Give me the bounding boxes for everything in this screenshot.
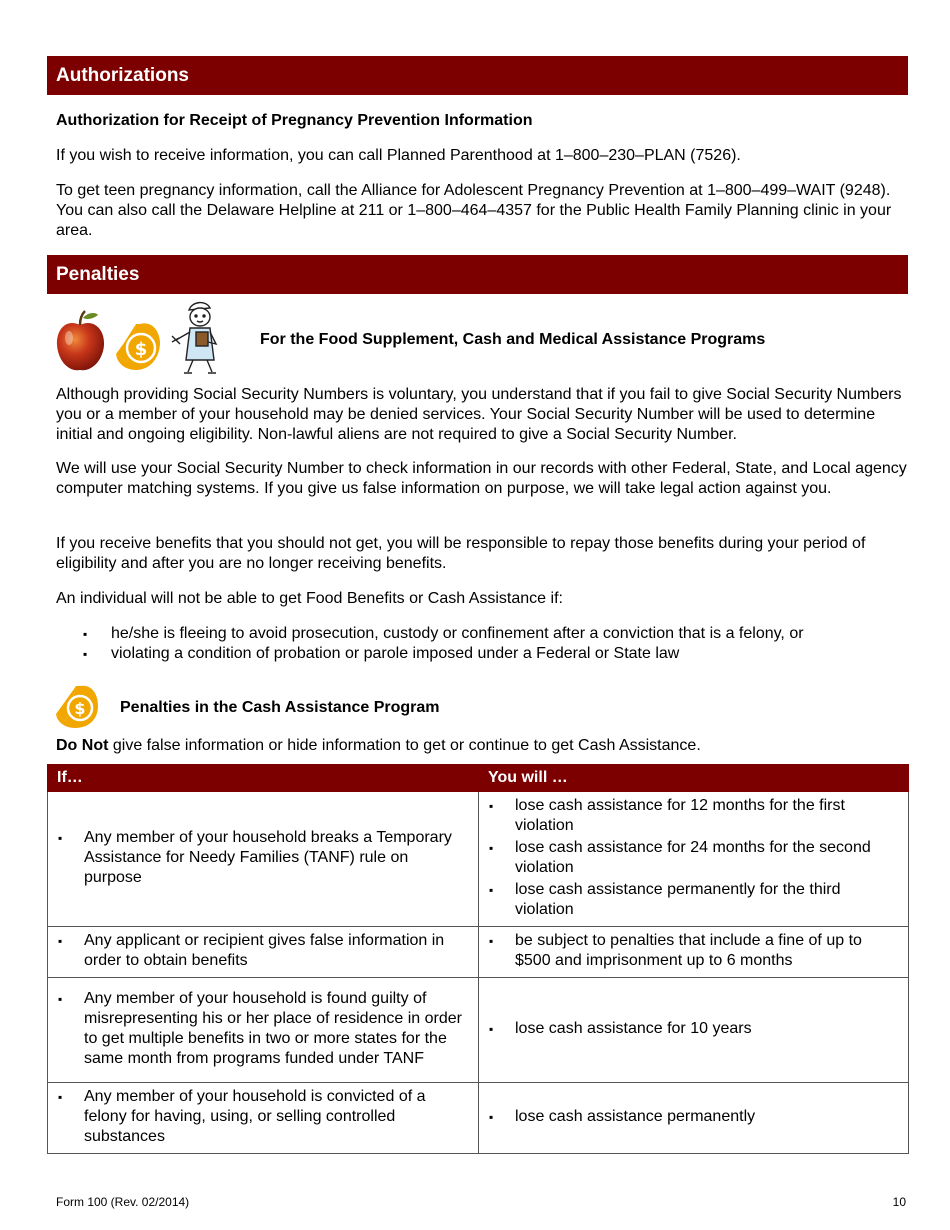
condition-cell: [48, 978, 479, 1083]
repay-benefits-paragraph: If you receive benefits that you should not get, you will be responsible to repay those benefits during your period of eligibility and after you are no longer receiving benefits.: [56, 535, 866, 572]
consequence-text: ▪ lose cash assistance for 10 years: [487, 1019, 900, 1039]
consequence-text: ▪ lose cash assistance permanently: [487, 1107, 900, 1127]
list-item: ▪ violating a condition of probation or parole imposed under a Federal or State law: [56, 644, 906, 664]
teen-pregnancy-paragraph: To get teen pregnancy information, call the Alliance for Adolescent Pregnancy Prevention at 1–800–499–WAIT (9248). You can also call the Delaware Helpline at 211 or 1–800–464–4357 for the Public Health Family Planning clinic in your area.: [56, 182, 892, 239]
table-row: [48, 978, 909, 1083]
authorizations-header: Authorizations: [47, 56, 908, 95]
do-not-rest: give false information or hide information to get or continue to get Cash Assistance.: [108, 737, 701, 754]
table-header-row: [48, 765, 909, 792]
do-not-statement: [56, 736, 912, 756]
dollar-icon: [54, 684, 100, 730]
planned-parenthood-paragraph: If you wish to receive information, you can call Planned Parenthood at 1–800–230–PLAN (7526).: [56, 147, 741, 164]
apple-icon: [57, 311, 104, 370]
condition-cell: [48, 792, 479, 927]
list-item: ▪ he/she is fleeing to avoid prosecution, custody or confinement after a conviction that is a felony, or: [56, 624, 906, 644]
condition-text: ▪ Any applicant or recipient gives false information in order to obtain benefits: [56, 931, 470, 971]
svg-text:$: $: [134, 339, 148, 360]
table-row: [48, 792, 909, 927]
penalties-table: [47, 764, 909, 1154]
ineligibility-list: [56, 624, 906, 664]
consequence-text: ▪ lose cash assistance for 24 months for the second violation: [487, 838, 900, 878]
cash-penalties-heading: Penalties in the Cash Assistance Program: [120, 699, 440, 716]
program-icons: [54, 298, 224, 376]
consequence-cell: [479, 1083, 909, 1154]
consequence-text: ▪ be subject to penalties that include a fine of up to $500 and imprisonment up to 6 months: [487, 931, 900, 971]
page-number: 10: [892, 1195, 906, 1209]
form-number: Form 100 (Rev. 02/2014): [56, 1195, 190, 1209]
condition-cell: [48, 927, 479, 978]
condition-text: ▪ Any member of your household is convicted of a felony for having, using, or selling controlled substances: [56, 1087, 470, 1147]
condition-cell: [48, 1083, 479, 1154]
consequence-cell: [479, 978, 909, 1083]
pregnancy-prevention-subheading: Authorization for Receipt of Pregnancy Prevention Information: [56, 112, 533, 129]
table-row: [48, 927, 909, 978]
consequence-cell: [479, 927, 909, 978]
ineligibility-intro: An individual will not be able to get Food Benefits or Cash Assistance if:: [56, 590, 563, 607]
condition-text: ▪ Any member of your household breaks a Temporary Assistance for Needy Families (TANF) rule on purpose: [56, 828, 470, 888]
consequence-text: ▪ lose cash assistance for 12 months for the first violation: [487, 796, 900, 836]
consequence-text: ▪ lose cash assistance permanently for the third violation: [487, 880, 900, 920]
ssn-matching-paragraph: We will use your Social Security Number to check information in our records with other Federal, State, and Local agency computer matching systems. If you give us false information on purpose, we will take legal action against you.: [56, 460, 907, 497]
column-header-if: If…: [48, 765, 479, 792]
table-row: [48, 1083, 909, 1154]
do-not-emphasis: Do Not: [56, 737, 109, 754]
dollar-icon: [116, 323, 160, 370]
penalties-header: Penalties: [47, 255, 908, 294]
condition-text: ▪ Any member of your household is found guilty of misrepresenting his or her place of residence in order to get multiple benefits in two or more states for the same month from programs funded under TANF: [56, 989, 470, 1069]
consequence-cell: [479, 792, 909, 927]
worker-figure-icon: [172, 303, 216, 373]
programs-heading: For the Food Supplement, Cash and Medical Assistance Programs: [260, 331, 766, 348]
svg-text:$: $: [74, 699, 86, 718]
column-header-you-will: You will …: [479, 765, 909, 792]
ssn-voluntary-paragraph: Although providing Social Security Numbers is voluntary, you understand that if you fail to give Social Security Numbers you or a member of your household may be denied services. Your Social Security Number will be used to determine initial and ongoing eligibility. Non-lawful aliens are not required to give a Social Security Number.: [56, 386, 902, 443]
